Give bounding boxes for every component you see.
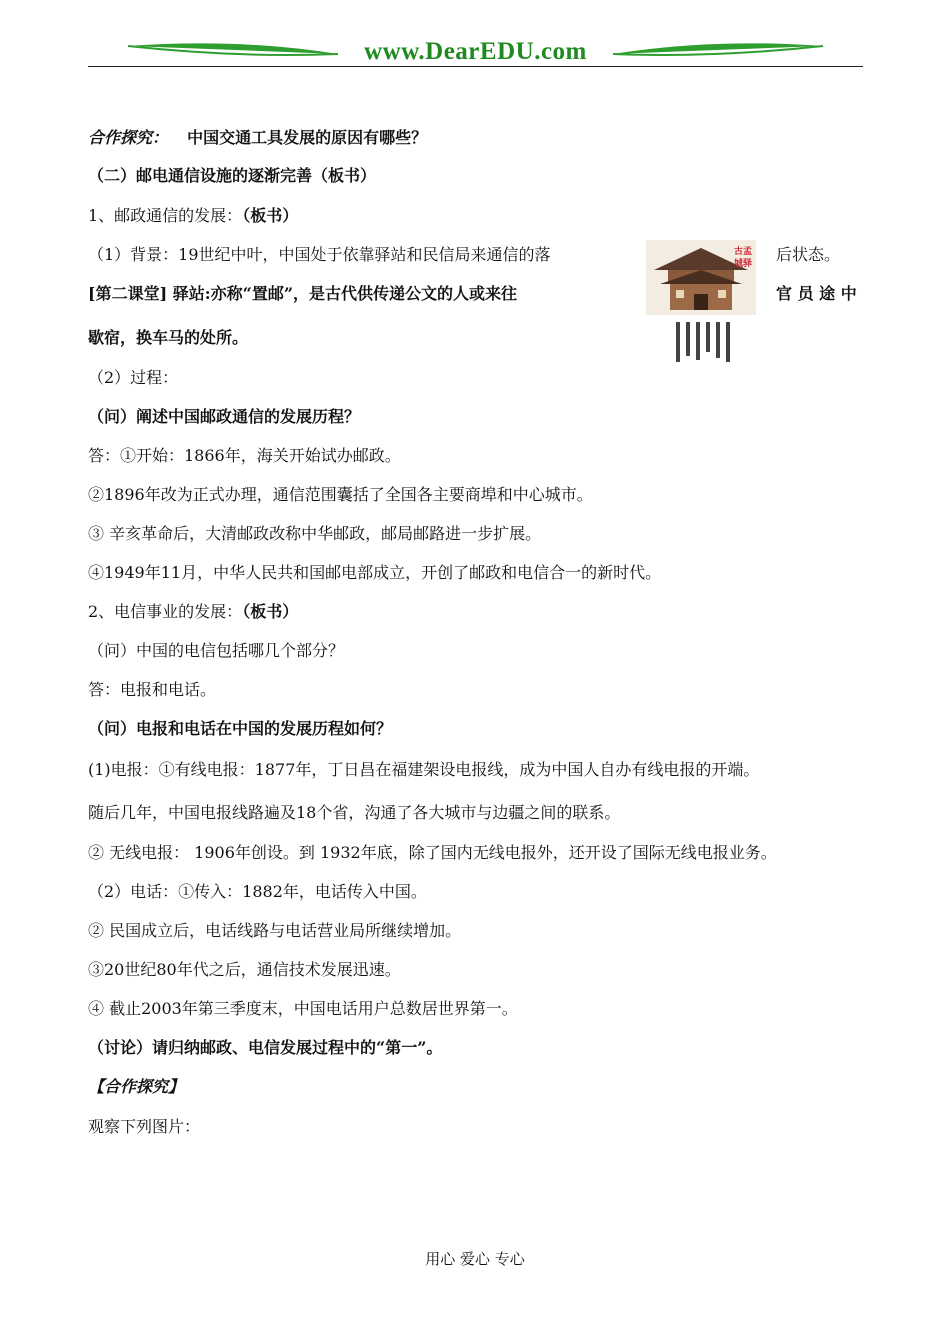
subheading-telecom-text: 2、电信事业的发展： [88,602,243,621]
svg-text:城驿: 城驿 [734,259,753,269]
site-header [88,36,863,70]
telegraph-expansion: 随后几年，中国电报线路遍及18个省，沟通了各大城市与边疆之间的联系。 [88,803,621,822]
cooperative-label: 合作探究： [88,128,169,147]
answer-start: 答：①开始：1866年，海关开始试办邮政。 [88,446,401,465]
background-line: （1）背景：19世纪中叶，中国处于依靠驿站和民信局来通信的落 [88,245,551,264]
observe-pictures: 观察下列图片： [88,1117,201,1136]
question-postal-history: （问）阐述中国邮政通信的发展历程？ [88,407,361,426]
telegraph-wireless: ② 无线电报： 1906年创设。到 1932年底，除了国内无线电报外，还开设了国际无线电报业务。 [88,843,777,862]
subheading-postal [88,206,298,226]
header-rule [88,66,863,67]
telegraph-wired: (1)电报：①有线电报：1877年，丁日昌在福建架设电报线，成为中国人自办有线电报的开端。 [88,760,760,779]
section-heading-postal-telecom: （二）邮电通信设施的逐渐完善（板书） [88,166,377,185]
second-class-line: [第二课堂] 驿站:亦称“置邮”，是古代供传递公文的人或来往 [88,284,518,303]
question-telecom-parts: （问）中国的电信包括哪几个部分？ [88,641,345,660]
discussion-firsts: （讨论）请归纳邮政、电信发展过程中的“第一”。 [88,1038,443,1057]
cooperative-question: 中国交通工具发展的原因有哪些？ [187,128,428,147]
svg-text:古孟: 古孟 [734,247,753,257]
blackboard-tag-2: （板书） [242,602,299,621]
answer-1896: ②1896年改为正式办理，通信范围囊括了全国各主要商埠和中心城市。 [88,485,593,504]
question-telegraph-telephone: （问）电报和电话在中国的发展历程如何？ [88,719,393,738]
answer-revolution: ③ 辛亥革命后，大清邮政改称中华邮政，邮局邮路进一步扩展。 [88,524,542,543]
answer-1949: ④1949年11月，中华人民共和国邮电部成立，开创了邮政和电信合一的新时代。 [88,563,662,582]
subheading-telecom [88,602,298,622]
cooperative-heading: 【合作探究】 [88,1077,185,1096]
answer-telecom-parts: 答：电报和电话。 [88,680,217,699]
blackboard-tag: （板书） [242,206,299,225]
line-cooperative-inquiry [88,128,427,148]
telephone-intro: （2）电话：①传入：1882年，电话传入中国。 [88,882,427,901]
second-class-line-end: 官 员 途 中 [776,284,857,303]
site-url[interactable]: www.DearEDU.com [364,38,587,65]
telephone-1980s: ③20世纪80年代之后，通信技术发展迅速。 [88,960,401,979]
telephone-2003: ④ 截止2003年第三季度末，中国电话用户总数居世界第一。 [88,999,518,1018]
background-line-end: 后状态。 [776,245,841,264]
post-station-image [646,240,756,368]
page-footer: 用心 爱心 专心 [425,1250,525,1268]
subheading-postal-text: 1、邮政通信的发展： [88,206,243,225]
telephone-republic: ② 民国成立后，电话线路与电话营业局所继续增加。 [88,921,462,940]
process-line: （2）过程： [88,368,179,387]
second-class-line-cont: 歇宿，换车马的处所。 [88,328,249,347]
